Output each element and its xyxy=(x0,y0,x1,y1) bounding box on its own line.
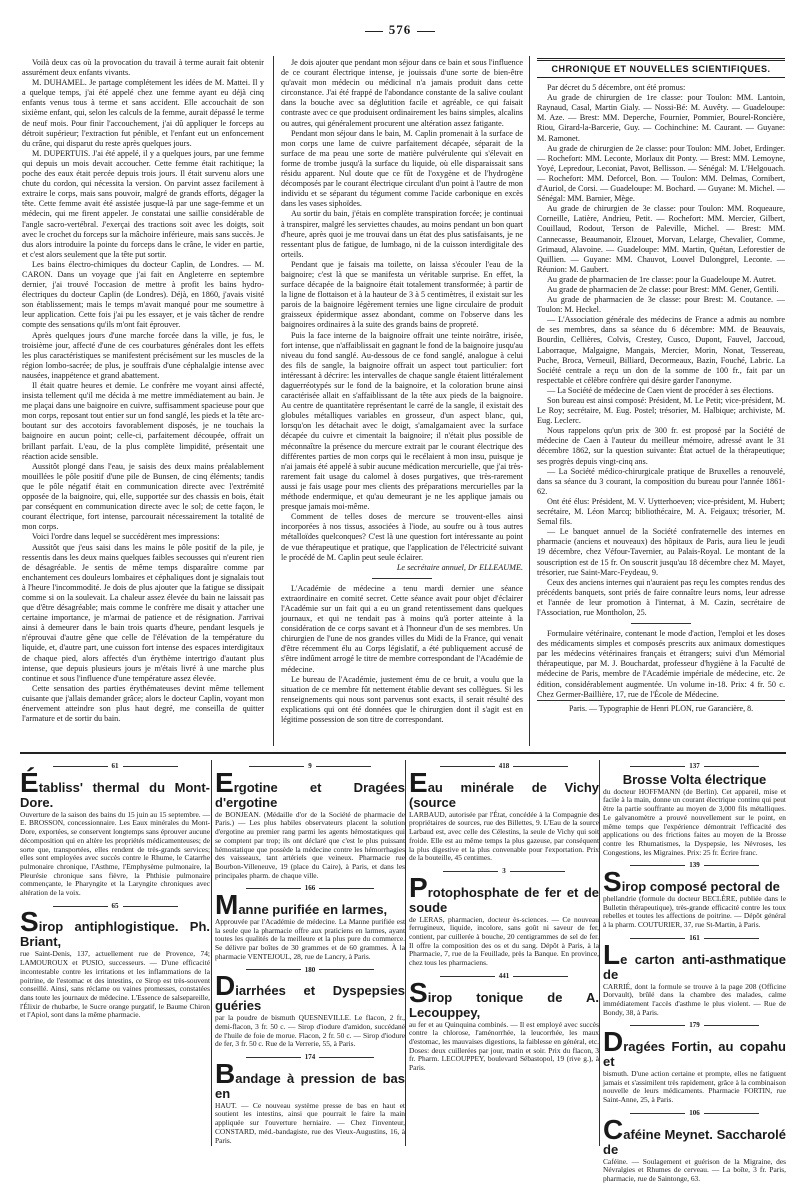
ad-title: Caféine Meynet. Saccharolé de xyxy=(603,1113,786,1157)
advertisement xyxy=(215,762,405,880)
paragraph: Formulaire vétérinaire, contenant le mode d'action, l'emploi et les doses des médicaments simples et composés prescrits aux animaux domestiques par les médecins vétérinaires français et étrangers; suivi d'un Mémorial thérapeutique, par M. J. Bouchardat, professeur d'hygiène à la Faculté de médecine de Paris, membre de l'Académie impériale de médecine, etc. 2e édition, considérablement augmentée. Un volume in-18. Prix: 4 fr. 50 c. Chez Germer-Baillière, 17, rue de l'École de Médecine. xyxy=(537,629,785,699)
paragraph: Au grade de chirurgien de 1re classe: pour Toulon: MM. Lantoin, Raynaud, Casal, Martin Gialy. — Nossi-Bé: M. Auvêty. — Guadeloupe: M. Aze. — Brest: MM. Deperche, Fournier, Pommier, Bourel-Roncière, Riou, Girard-la-Barcerie, Guy. — Cochinchine: M. Caurant. — Guyane: M. Ramonet. xyxy=(537,93,785,143)
advertisement xyxy=(603,762,786,857)
paragraph: M. DUHAMEL. Je partage complétement les idées de M. Mattei. Il y a quelque temps, j'ai été appelé chez une femme ayant eu déjà cinq enfants venus tous à terme et sans accident. Elle accouchait de son sixième enfant, qui, selon les calculs de la femme, aurait dépassé le terme de neuf mois. Pour finir l'accouchement, j'ai dû appliquer le forceps au détroit supérieur; l'extraction fut pénible, et l'enfant eut un enfoncement du crâne, qui disparut du reste après quelques jours. xyxy=(22,78,264,148)
paragraph: Ceux des anciens internes qui n'auraient pas reçu les comptes rendus des précédents banquets, sont priés de faire connaître leurs noms, leur adresse et l'année de leur promotion à l'internat, à M. Cazin, secrétaire de l'Association, rue Montholon, 25. xyxy=(537,577,785,617)
section-rule xyxy=(631,623,691,624)
ad-text: au fer et au Quinquina combinés. — Il est employé avec succès contre la chlorose, l'aménorrhée, la leucorrhée, les maux d'estomac, les mauvaises digestions, la faiblesse en général, etc. Doses: deux cuillerées par jour, matin et soir. Prix du flacon, 3 fr. Pharm. LECOUPPEY, boulevard Sébastopol, 19 (rive g.), à Paris. xyxy=(409,1019,599,1073)
ad-text: du docteur HOFFMANN (de Berlin). Cet appareil, mise et facile à la main, donne un courant électrique continu qui peut être la partie souffrante au moyen de 3,000 fils métalliques. Le galvanomètre a prouvé nouvellement sur le point, en même temps que l'expérience démontrait l'efficacité des applications ou des frictions faites au moyen de la Brosse contre les Rhumatismes, la Dyspepsie, les Névroses, les Congestions, les Migraines. Prix: 25 fr. Écrire franc. xyxy=(603,786,786,857)
ad-number: 180 xyxy=(215,966,405,975)
ad-text: de LERAS, pharmacien, docteur ès-sciences. — Ce nouveau ferrugineux, liquide, incolore, sans goût ni saveur de fer, contient, par cuillerée à bouche, 20 centigrammes de sel de fer. Il offre la composition des os et du sang. Dépôt à Paris, à la Pharmacie, 7, rue de la Feuillade, près la Banque. En province, chez tous les pharmaciens. xyxy=(409,914,599,968)
paragraph: Cette sensation des parties érythémateuses devint même tellement cuisante que j'allais demander grâce; alors le docteur Caplin, voyant mon énervement atteindre son plus haut degré, me conseilla de quitter l'armature et de sortir du bain. xyxy=(22,683,264,724)
ad-number: 106 xyxy=(603,1109,786,1118)
ad-text: rue Saint-Denis, 137, actuellement rue de Provence, 74; LAMOUROUX et PUSIO, successeurs. — D'une efficacité incontestable contre les irritations et les inflammations de la poitrine, de l'estomac et des intestins, ce Sirop est très-souvent conseillé. Ainsi, sans réclame ou vaines promesses, constatées dans toute les journaux de médecine. L'Essence de salsepareille, l'Élixir de rhubarbe, le Sucre orange purgatif, le Baume Chiron et l'Apiol, sont dans la même pharmacie. xyxy=(20,949,210,1020)
ad-title: Bandage à pression de bas en xyxy=(215,1057,405,1101)
ad-text: de BONJEAN. (Médaille d'or de la Société de pharmacie de Paris.) — Les plus habiles observateurs placent la solution d'ergotine au premier rang parmi les agents hémostatiques qui se comptent par trop; ils ont déclaré que c'est le plus puissant hémostatique que possède la médecine contre les hémorrhagies des vaisseaux, tant artériels que veineux. Pharmacie rue Bourbon-Villeneuve, 19 (place du Caire), à Paris, et dans les principales pharm. de chaque ville. xyxy=(215,809,405,880)
ad-number: 174 xyxy=(215,1053,405,1062)
article-column-1 xyxy=(22,58,264,748)
paragraph: Ont été élus: Président, M. V. Uytterhoeven; vice-président, M. Hubert; secrétaire, M. Léon Marcq; bibliothécaire, M. A. Feigaux; trésorier, M. Semal fils. xyxy=(537,496,785,527)
ad-text: LARBAUD, autorisée par l'État, concédée à la Compagnie des propriétaires de sources, rue des Billettes, 9. L'Eau de la source Larbaud est, avec celle des Célestins, la seule de Vichy qui soit froide. Elle est au même temps la plus gazeuse, par conséquent la plus digestive et la plus convenable pour l'exportation. Prix de la bouteille, 45 centimes. xyxy=(409,809,599,863)
paragraph: Puis la face interne de la baignoire offrait une teinte noirâtre, irisée, fort intense, que n'affaiblissait en gagnant le fond de la baignoire jusqu'au niveau du fond sanglé. Au-dessous de ce fond sanglé, analogue à celui des fils de sangle, la baignoire offrait un aspect tout particulier: fort intéressant à décrire: les intervalles de chaque sangle étaient littéralement daguerréotypés sur le fond de la baignoire, et la coloration brune ainsi caractérisée allait en s'affaiblissant de la tête aux pieds de la baignoire. Au centre de quantitatère représentant le carré de la sangle, il existait des globules métalliques variables en grosseur, d'un aspect blanc, qui, lorsqu'on les détachait avec le doigt, s'amalgamaient avec la surface décapée du cuivre et cimentait la baignoire; il n'était plus possible de méconnaître la présence du mercure extrait par le courant électrique des différentes parties de mon corps qui le recélaient à mon insu, puisque je n'ai jamais été appelé à subir aucune médication mercurielle, que j'ai très-rarement fait usage du calomel à doses purgatives, que très-rarement aussi je fais usage pour mes clients des préparations mercurielles par la méthode endermique, et qu'au demeurant je ne les applique jamais ou presque jamais moi-même. xyxy=(281,330,523,512)
ad-text: phellandrie (formule du docteur BECLÈRE, publiée dans le Bulletin thérapeutique), très-grande efficacité contre les toux rebelles et toutes les affections de poitrine. — Dépôt général à la pharm. COUTURIER, 37, rue St-Martin, à Paris. xyxy=(603,894,786,930)
ad-title: Ergotine et Dragées d'ergotine xyxy=(215,766,405,810)
paragraph: Après quelques jours d'une marche forcée dans la ville, je fus, le troisième jour, affecté d'une de ces courbatures générales dont les effets les plus caractéristiques se manifestent précisément sur les muscles de la région lombo-sacrée; de plus, je souffrais d'une céphalalgie intense avec nausées, inappétence et grand abattement. xyxy=(22,330,264,380)
ad-number: 9 xyxy=(215,762,405,771)
paragraph: Par décret du 5 décembre, ont été promus: xyxy=(547,83,686,93)
ad-title: Protophosphate de fer et de soude xyxy=(409,871,599,915)
paragraph: — Le banquet annuel de la Société confraternelle des internes en pharmacie (anciens et nouveaux) des hôpitaux de Paris, aura lieu le jeudi 19 décembre, chez Véfour-Tavernier, au Palais-Royal. Le montant de la souscription est de 15 fr. On souscrit jusqu'au 18 décembre chez M. Mayet, trésorier, rue Saint-Marc-Feydeau, 9. xyxy=(537,527,785,577)
ad-title: Établiss' thermal du Mont-Dore. xyxy=(20,766,210,810)
ads-divider xyxy=(211,760,212,1146)
paragraph: Au grade de chirurgien de 3e classe: pour Toulon: MM. Roqueaure, Corneille, Latière, Andrieu, Petit. — Rochefort: MM. Mercier, Gilbert, Couillaud, Rodout, Terson de Paleville, Michel. — Brest: MM. Cannecasse, Beaumanoir, Elzouet, Morvan, Lelarge, Chevalier, Comme, Grimaud, Alavoine. — Guadeloupe: MM. Martin, Quétan, Leforestier de Quillien. — Guyane: MM. Chauvot, Louvel Dulongprel, Leconte. — Réunion: M. Gaubert. xyxy=(537,204,785,274)
section-rule xyxy=(372,578,432,579)
ad-title: Sirop tonique de A. Lecouppey, xyxy=(409,976,599,1020)
ad-number: 137 xyxy=(603,762,786,771)
ad-title: Diarrhées et Dyspepsies guéries xyxy=(215,970,405,1014)
ad-number: 139 xyxy=(603,861,786,870)
advertisement xyxy=(603,1021,786,1105)
paragraph: Le bureau de l'Académie, justement ému de ce bruit, a voulu que la situation de ce membre fût nettement établie devant ses collègues. Si les renseignements qui nous sont parvenus sont exacts, il serait résulté des explications qui ont été données que le chirurgien dont il s'agit est en légitime possession de son titre de correspondant. xyxy=(281,674,523,724)
advertisement xyxy=(409,867,599,968)
ad-text: Approuvée par l'Académie de médecine. La Manne purifiée est la seule que la pharmacie offre aux praticiens en larmes, ayant toutes les qualités de la meilleure et la plus pure du commerce. Se délivre par boîtes de 30 grammes et de 60 grammes. À la pharmacie VENTEJOUL, 28, rue de Lancry, à Paris. xyxy=(215,917,405,961)
ads-column-1 xyxy=(20,762,210,1144)
ad-number: 3 xyxy=(409,867,599,876)
article-column-2 xyxy=(281,58,523,748)
ad-text: bismuth. D'une action certaine et prompte, elles ne fatiguent jamais et s'assimilent très rapidement, grâce à la combinaison nouvelle de leurs médicaments. Pharmacie FORTIN, rue Saint-Anne, 25, à Paris. xyxy=(603,1069,786,1105)
advertisement xyxy=(409,762,599,863)
ad-title: Le carton anti-asthmatique de xyxy=(603,938,786,982)
paragraph: L'Académie de médecine a tenu mardi dernier une séance extraordinaire en comité secret. Cette séance avait pour objet d'éclairer l'Académie sur un fait qui a eu un grand retentissement dans quelques journaux, et qui ne tendait pas à moins qu'à porter atteinte à la considération de ce corps savant et à l'honneur d'un de ses membres. Un chirurgien de l'une de nos grandes villes du Midi de la France, qui venait d'être récemment élu au Corps législatif, a été publiquement accusé de s'être indûment arrogé le titre de membre correspondant de l'Académie de médecine. xyxy=(281,583,523,674)
paragraph: Au grade de pharmacien de 2e classe: pour Brest: MM. Gener, Gentili. xyxy=(547,284,779,294)
ads-divider xyxy=(405,760,406,1146)
advertisement xyxy=(603,1109,786,1184)
paragraph: M. DUPERTUIS. J'ai été appelé, il y a quelques jours, par une femme qui depuis un mois devait accoucher. Cette femme était rachitique; la poche des eaux était percée depuis trois jours. Il était survenu alors une chute du cordon, qui nécessita la version. On parvint assez facilement à extraire le corps, mais sans pouvoir, malgré de grands efforts, dégager la tête. Cette femme avait été assistée jusque-là par une sage-femme et un médecin, qui me firent appeler. Je constatai une saillie considérable de l'angle sacro-vertébral. J'exerçai des tractions soit avec les doigts, soit avec le crochet du forceps sur la mâchoire inférieure, mais sans succès. Je dus alors introduire la pointe du forceps dans le crâne, le vider en partie, et c'est alors seulement que la tête put sortir. xyxy=(22,148,264,259)
section-header: CHRONIQUE ET NOUVELLES SCIENTIFIQUES. xyxy=(537,58,785,78)
paragraph: Les bains électro-chimiques du docteur Caplin, de Londres. — M. CARON. Dans un voyage que j'ai fait en Angleterre en septembre dernier, j'ai trouvé l'occasion de mettre à profit les bains hydro-électriques du docteur Caplin (de Londres). Déjà, en 1860, j'avais visité son établissement; mais le temps m'avait manqué pour me soumettre à leur application. Cette fois j'ai pu les essayer, et je vais tâcher de rendre compte des sensations qu'ils m'ont fait éprouver. xyxy=(22,259,264,330)
ad-number: 65 xyxy=(20,902,210,911)
page-number: 576 xyxy=(0,22,800,38)
paragraph: Nous rappelons qu'un prix de 300 fr. est proposé par la Société de médecine de Caen à l'auteur du meilleur mémoire, adressé avant le 31 décembre 1862, sur la question suivante: État actuel de la thérapeutique; ses progrès depuis vingt-cinq ans. xyxy=(537,426,785,466)
paragraph: Pendant que je faisais ma toilette, on laissa s'écouler l'eau de la baignoire; c'est là que se manifesta un véritable surprise. En effet, la surface décapée de la baignoire était totalement transformée; à partir de la ligne de flottaison et à la hauteur de 3 à 5 centimètres, il existait sur les parois de la baignoire légèrement ternies une ligne circulaire de produit graisseux épidermique assez abondant, comme on l'observe dans les baignoires ordinaires à la suite des grands bains de propreté. xyxy=(281,259,523,330)
ad-number: 179 xyxy=(603,1021,786,1030)
ad-title: Manne purifiée en larmes, xyxy=(215,889,388,921)
advertisement xyxy=(20,902,210,1020)
paragraph: Aussitôt plongé dans l'eau, je saisis des deux mains préalablement mouillées le pôle positif d'une pile de Bunsen, de cinq éléments; tandis que le pôle négatif était en communication directe avec l'extrémité opposée de la baignoire, qui, elle, supportée sur des chassis en bois, était par conséquent en communication directe avec le sol; de cette façon, le courant électrique, fort intense, parcourait nécessairement la totalité de mon corps. xyxy=(22,461,264,532)
paragraph: Je dois ajouter que pendant mon séjour dans ce bain et sous l'influence de ce courant électrique intense, je jouissais d'une sorte de bien-être qu'avait mon médecin ou médicinal n'a jamais produit dans cette circonstance. J'ai été frappé de l'abondance constante de la salive coulant dans la bouche avec sa déglutition facile et agréable, ce qui faisait contraste avec ce que produisent ordinairement les bains simples, alcalins ou autres, qui généralement procurent une altération assez fatigante. xyxy=(281,58,523,128)
ad-number: 61 xyxy=(20,762,210,771)
ad-number: 418 xyxy=(409,762,599,771)
ads-column-3 xyxy=(409,762,599,1144)
paragraph: Il était quatre heures et demie. Le confrère me voyant ainsi affecté, insista tellement qu'il me décida à me mettre immédiatement au bain. Je me plaçai dans une baignoire en cuivre, suffisamment spacieuse pour que mon corps, reposant tout entier sur un fond sanglé, les pieds et la tête arc-boutant sur des accotoirs favorablement disposés, je ne touchais la baignoire en aucun point; celle-ci, parfaitement découpée, offrait un brillant parfait. L'eau, de la plus complète limpidité, présentait une réaction acide sensible. xyxy=(22,381,264,461)
ad-title: Sirop composé pectoral de xyxy=(603,866,780,898)
advertisement xyxy=(215,966,405,1050)
paragraph: Au grade de chirurgien de 2e classe: pour Toulon: MM. Jobet, Erdinger. — Rochefort: MM. Leconte, Morlaux dit Ponty. — Brest: MM. Lemoyne, Yoyé, Lepredour, Leconiat, Pavot, Bellisson. — Sénégal: M. L'Helgouach. — Rochefort: MM. Deforcel, Bon. — Toulon: MM. Delmas, Cornibert, d'Auriol, de Corsi. — Guadeloupe: M. Bochard. — Guyane: M. Michel. — Sénégal: MM. Barnier, Mège. xyxy=(537,143,785,204)
article-column-3 xyxy=(537,58,785,748)
printer-imprint: Paris. — Typographie de Henri PLON, rue Garancière, 8. xyxy=(537,700,785,714)
paragraph: Voici l'ordre dans lequel se succédèrent mes impressions: xyxy=(32,532,220,542)
ad-number: 161 xyxy=(603,934,786,943)
paragraph: — L'Association générale des médecins de France a admis au nombre de ses membres, dans sa séance du 6 décembre: MM. de Beauvais, Bourdin, Cellières, Colvis, Crestey, Cusco, Dupont, Fauvel, Jaccoud, Laborraque, Malgaigne, Mangais, Mercier, Morin, Nonat, Tessereau, Puche, Broca, Verneuil, Billiard, Decormeaux, Bazin, Fouché, Labric. La Société centrale a reçu un don de la somme de 100 fr., fait par un respectable et célèbre confrère qui désire garder l'anonyme. xyxy=(537,315,785,385)
ad-title: Brosse Volta électrique xyxy=(622,771,767,787)
ad-text: par la poudre de bismuth QUESNEVILLE. Le flacon, 2 fr., demi-flacon, 3 fr. 50 c. — Sirop d'iodure d'amidon, succédané de l'huile de foie de morue. Flacon, 2 fr. 50 c. — Sirop d'iodure de fer, 3 fr. 50 c. Rue de la Verrerie, 55, à Paris. xyxy=(215,1013,405,1049)
advertisement xyxy=(20,762,210,898)
paragraph: Son bureau est ainsi composé: Président, M. Le Petit; vice-président, M. Le Roy; secrétaire, M. Eug. Postel; trésorier, M. Halbique; archiviste, M. Eug. Leclerc. xyxy=(537,396,785,426)
advertisement xyxy=(215,884,405,961)
ad-number: 441 xyxy=(409,972,599,981)
ad-number: 166 xyxy=(215,884,405,893)
advertisement xyxy=(409,972,599,1073)
paragraph: Voilà deux cas où la provocation du travail à terme aurait fait obtenir assurément deux enfants vivants. xyxy=(22,58,264,78)
ads-top-rule xyxy=(20,752,786,754)
column-divider xyxy=(529,56,530,746)
paragraph: Au grade de pharmacien de 1re classe: pour la Guadeloupe M. Autret. xyxy=(547,274,776,284)
ad-title: Dragées Fortin, au copahu et xyxy=(603,1026,786,1070)
ad-text: HAUT. — Ce nouveau système presse de bas en haut et soutient les intestins, ainsi que pourrait le faire la main appliquée sur l'ouverture herniaire. — Chez l'inventeur, CONSTARD, méd.-bandagiste, rue des Vieux-Augustins, 16, à Paris. xyxy=(215,1100,405,1145)
ad-text: CARRIÉ, dont la formule se trouve à la page 208 (Officine Dorvault), brûlé dans la chambre des malades, calme immédiatement l'accès d'asthme le plus violent. — Rue de Bondy, 38, à Paris. xyxy=(603,981,786,1017)
paragraph: — La Société médico-chirurgicale pratique de Bruxelles a renouvelé, dans sa séance du 3 courant, la composition du bureau pour l'année 1861-62. xyxy=(537,466,785,496)
ads-divider xyxy=(599,760,600,1146)
advertisement xyxy=(603,934,786,1018)
ad-title: Sirop antiphlogistique. Ph. Briant, xyxy=(20,906,210,950)
column-divider xyxy=(273,56,274,746)
paragraph: — La Société de médecine de Caen vient de procéder à ses élections. xyxy=(547,385,774,395)
paragraph: Aussitôt que j'eus saisi dans les mains le pôle positif de la pile, je ressentis dans les deux mains quelques faibles secousses qui n'eurent rien de désagréable. Je sentis de même temps disparaître comme par enchantement ces douleurs lombaires et céphaliques dont je signalais tout à l'heure l'incommodité. Je dois de plus ajouter que la fatigue se dissipait comme si on la soulevait. La chaleur assez élevée du bain ne laissait pas que d'être désagréable; mais comme le confrère me disait y attacher une certaine importance, je m'armai de patience et de résignation. J'arrivai ainsi à demeurer dans le bain trois quarts d'heure, pendant lesquels je n'éprouvai d'autre gêne que celle de l'élévation de la température du liquide, et, d'autre part, une cuisson fort intense des espaces interdigitaux de chaque pied, alors affectés d'un érythème intertrigo d'autant plus intense, que depuis plusieurs jours je m'étais livré à une marche plus continue et sous l'influence d'une température assez élevée. xyxy=(22,542,264,683)
advertisement xyxy=(215,1053,405,1145)
ad-text: Caféine. — Soulagement et guérison de la Migraine, des Névralgies et Rhumes de cerveau. — La boîte, 3 fr. Paris, pharmacie, rue de Saintonge, 63. xyxy=(603,1156,786,1183)
paragraph: Au grade de pharmacien de 3e classe: pour Brest: M. Coutance. — Toulon: M. Heckel. xyxy=(537,295,785,315)
paragraph: Au sortir du bain, j'étais en complète transpiration forcée; je continuai à transpirer, malgré les serviettes chaudes, au moins pendant un bon quart d'heure, après quoi je me trouvai dans un état des plus satisfaisants, je ne ressentant plus de fatigue, de lumbago, ni de la cuisson interdigitale des orteils. xyxy=(281,209,523,259)
ads-column-2 xyxy=(215,762,405,1144)
signature: Le secrétaire annuel, Dr ELLEAUME. xyxy=(396,562,523,572)
paragraph: Comment de telles doses de mercure se trouvent-elles ainsi incorporées à nos tissus, associées à l'iode, au soufre ou à tous autres métalloïdes quelconques? C'est là une question fort intéressante au point de vue thérapeutique et pratique, que l'application de l'électricité suivant le procédé de M. Caplin peut seule éclairer. xyxy=(281,512,523,562)
ad-title: Eau minérale de Vichy (source xyxy=(409,766,599,810)
ads-column-4 xyxy=(603,762,786,1183)
advertisement xyxy=(603,861,786,930)
paragraph: Pendant mon séjour dans le bain, M. Caplin promenait à la surface de mon corps une lame de cuivre parfaitement décapée, séparait de la surface de ma peau une sorte de matière pulvérulente qui s'élevait en forme de trombe jusqu'à la surface du liquide, où elle disparaissait sans résidu apparent. Nul doute que ce fût de l'oxygène et de l'hydrogène décomposés par le courant électrique circulant d'un point à l'autre de mon individu et se séparant du tégument comme l'acide carbonique en excès dans les vases siphoïdes. xyxy=(281,128,523,209)
ad-text: Ouverture de la saison des bains du 15 juin au 15 septembre. — E. BROSSON, concessionnaire. Les Eaux minérales du Mont-Dore, exportées, se conservent longtemps sans éprouver aucune décomposition qui en altère les propriétés médicamenteuses; de sorte que, transportées, elles rendent de très-grands services; elles sont employées avec succès contre le Rhume, le Catarrhe pulmonaire chronique, l'Asthme, l'Emphysème pulmonaire, la Pleurésie chronique sans fièvre, la Phthisie pulmonaire commençante, le Pharyngite et la Laryngite chroniques avec altération de la voix. xyxy=(20,809,210,898)
